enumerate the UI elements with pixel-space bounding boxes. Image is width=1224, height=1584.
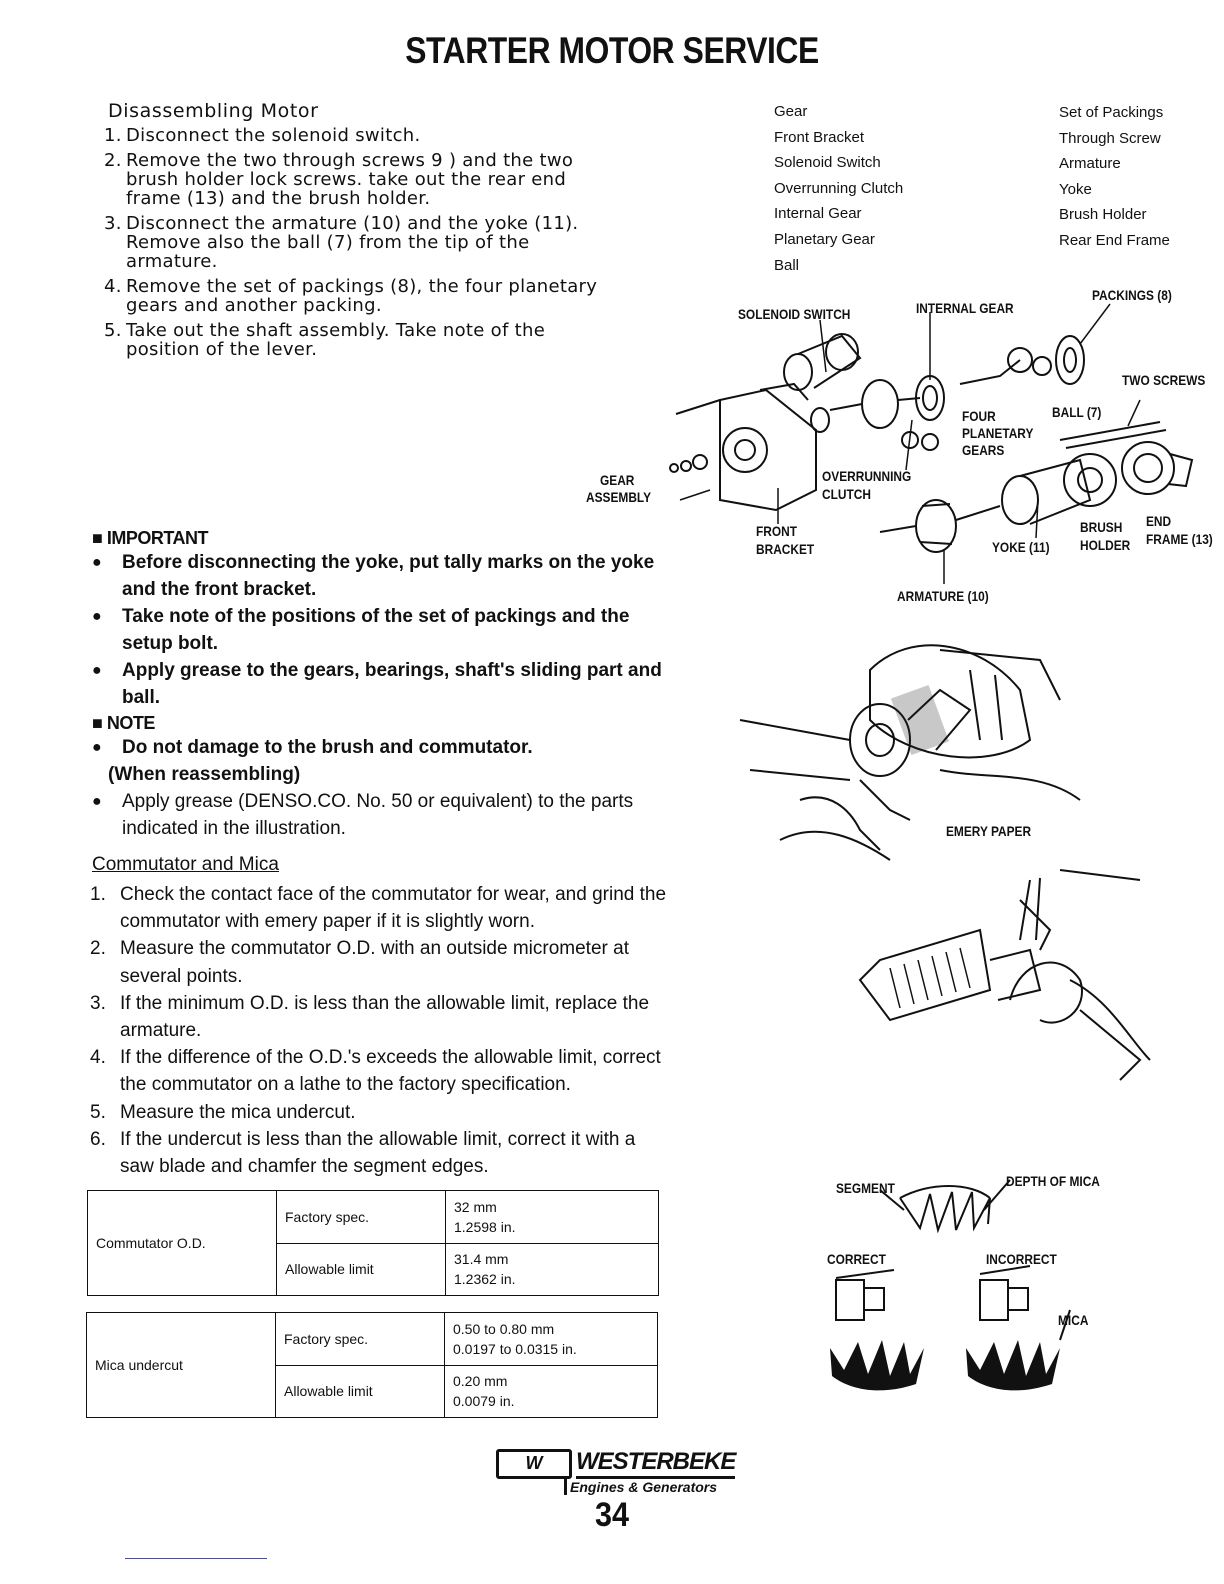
list-item: 5. Measure the mica undercut. [90,1101,356,1123]
list-item: 5. Take out the shaft assembly. Take note of the position of the lever. [104,320,546,360]
label-segment: SEGMENT [836,1180,895,1196]
label-internal-gear: INTERNAL GEAR [916,300,1014,316]
label-incorrect: INCORRECT [986,1251,1057,1267]
list-item: 2. Measure the commutator O.D. with an outside micrometer at several points. [90,938,629,987]
list-item: 3. If the minimum O.D. is less than the allowable limit, replace the armature. [90,992,650,1042]
important-heading: ■ IMPORTANT [92,528,209,548]
note-subheading: (When reassembling) [108,764,301,785]
parts-legend-right [1059,100,1170,254]
table-cell: 31.4 mm 1.2362 in. [446,1243,659,1296]
list-item: 1. Disconnect the solenoid switch. [104,125,421,146]
list-item: 2. Remove the two through screws 9 ) and the two brush holder lock screws. take out the rear end frame (13) and the brush holder. [104,150,574,209]
table-cell: 0.20 mm 0.0079 in. [445,1365,658,1418]
list-item: 4. If the difference of the O.D.'s exceeds the allowable limit, correct the commutator on a lathe to the factory specification. [90,1047,661,1096]
list-item: ● Before disconnecting the yoke, put tally marks on the yoke and the front bracket. [92,552,655,600]
label-solenoid-switch: SOLENOID SWITCH [738,306,851,322]
label-depth-of-mica: DEPTH OF MICA [1006,1173,1100,1189]
list-item: 6. If the undercut is less than the allowable limit, correct it with a saw blade and chamfer the segment edges. [90,1128,636,1178]
table-cell: Factory spec. [276,1313,445,1366]
legend-item: Overrunning Clutch [774,179,904,197]
legend-item: Ball [774,256,800,274]
mica-undercut-table [86,1312,658,1418]
label-four-planetary: FOUR [962,408,996,424]
front-bracket-illustration [720,384,816,510]
legend-item: Armature [1059,155,1121,173]
label-gear-assembly: GEAR [600,472,635,488]
label-front-bracket: BRACKET [756,541,815,557]
logo-mark-icon: W [496,1449,572,1479]
end-frame-illustration [1122,442,1192,494]
label-end-frame: END [1146,513,1172,529]
westerbeke-logo [496,1448,735,1495]
list-item: 3. Disconnect the armature (10) and the yoke (11). Remove also the ball (7) from the tip of the armature. [104,213,579,272]
list-item: ● Take note of the positions of the set of packings and the setup bolt. [92,606,630,654]
label-front-bracket: FRONT [756,523,797,539]
page-number: 34 [594,1496,630,1534]
list-item: 1. Check the contact face of the commutator for wear, and grind the commutator with emery paper if it is slightly worn. [90,884,667,933]
table-cell: 0.50 to 0.80 mm 0.0197 to 0.0315 in. [445,1313,658,1366]
label-overrunning-clutch: OVERRUNNING [822,468,912,484]
label-overrunning-clutch: CLUTCH [822,486,871,502]
armature-illustration [880,500,1000,552]
commutator-od-table [87,1190,659,1296]
label-four-planetary: GEARS [962,442,1005,458]
important-section [92,528,682,842]
label-packings: PACKINGS (8) [1092,287,1172,303]
label-four-planetary: PLANETARY [962,425,1034,441]
legend-item: Solenoid Switch [774,154,881,172]
label-brush-holder: HOLDER [1080,537,1131,553]
label-yoke: YOKE (11) [992,539,1050,555]
commutator-heading: Commutator and Mica [92,854,279,875]
list-item: ● Apply grease to the gears, bearings, shaft's sliding part and ball. [92,660,662,708]
list-item: ● Do not damage to the brush and commutator. [92,737,533,758]
table-cell: Allowable limit [276,1365,445,1418]
legend-item: Internal Gear [774,205,862,223]
disassembly-steps [104,126,624,365]
label-armature: ARMATURE (10) [897,588,989,604]
commutator-steps [90,881,670,1180]
label-end-frame: FRAME (13) [1146,531,1213,547]
label-ball: BALL (7) [1052,404,1102,420]
clutch-illustration [811,380,920,432]
legend-item: Front Bracket [774,128,865,146]
label-emery-paper: EMERY PAPER [946,823,1032,839]
table-cell: Commutator O.D. [88,1191,277,1296]
logo-brand: WESTERBEKE [576,1448,735,1479]
list-item: ● Apply grease (DENSO.CO. No. 50 or equivalent) to the parts indicated in the illustration. [92,791,634,839]
legend-item: Through Screw [1059,129,1161,147]
yoke-illustration [1002,460,1090,524]
emery-paper-illustration [740,620,1090,870]
mica-segments-illustration [820,1170,1120,1410]
legend-item: Planetary Gear [774,230,875,248]
logo-tagline: Engines & Generators [564,1479,735,1495]
legend-item: Gear [774,103,808,120]
disassembly-heading: Disassembling Motor [108,100,319,122]
divider [125,1558,267,1559]
label-two-screws: TWO SCREWS [1122,372,1206,388]
note-heading: ■ NOTE [92,713,155,733]
table-cell: Mica undercut [87,1313,276,1418]
gear-assembly-illustration [670,455,707,472]
micrometer-illustration [840,860,1160,1100]
table-cell: 32 mm 1.2598 in. [446,1191,659,1244]
legend-item: Set of Packings [1059,104,1164,121]
parts-legend-left [774,99,903,278]
label-mica: MICA [1058,1312,1089,1328]
table-row [87,1313,658,1366]
label-brush-holder: BRUSH [1080,519,1123,535]
internal-gear-illustration [916,376,944,420]
table-cell: Allowable limit [277,1243,446,1296]
page-title: STARTER MOTOR SERVICE [405,30,819,71]
list-item: 4. Remove the set of packings (8), the four planetary gears and another packing. [104,276,598,316]
label-gear-assembly: ASSEMBLY [586,489,652,505]
legend-item: Rear End Frame [1059,231,1170,249]
label-correct: CORRECT [827,1251,886,1267]
legend-item: Yoke [1059,180,1092,198]
legend-item: Brush Holder [1059,206,1147,224]
table-cell: Factory spec. [277,1191,446,1244]
table-row [88,1191,659,1244]
